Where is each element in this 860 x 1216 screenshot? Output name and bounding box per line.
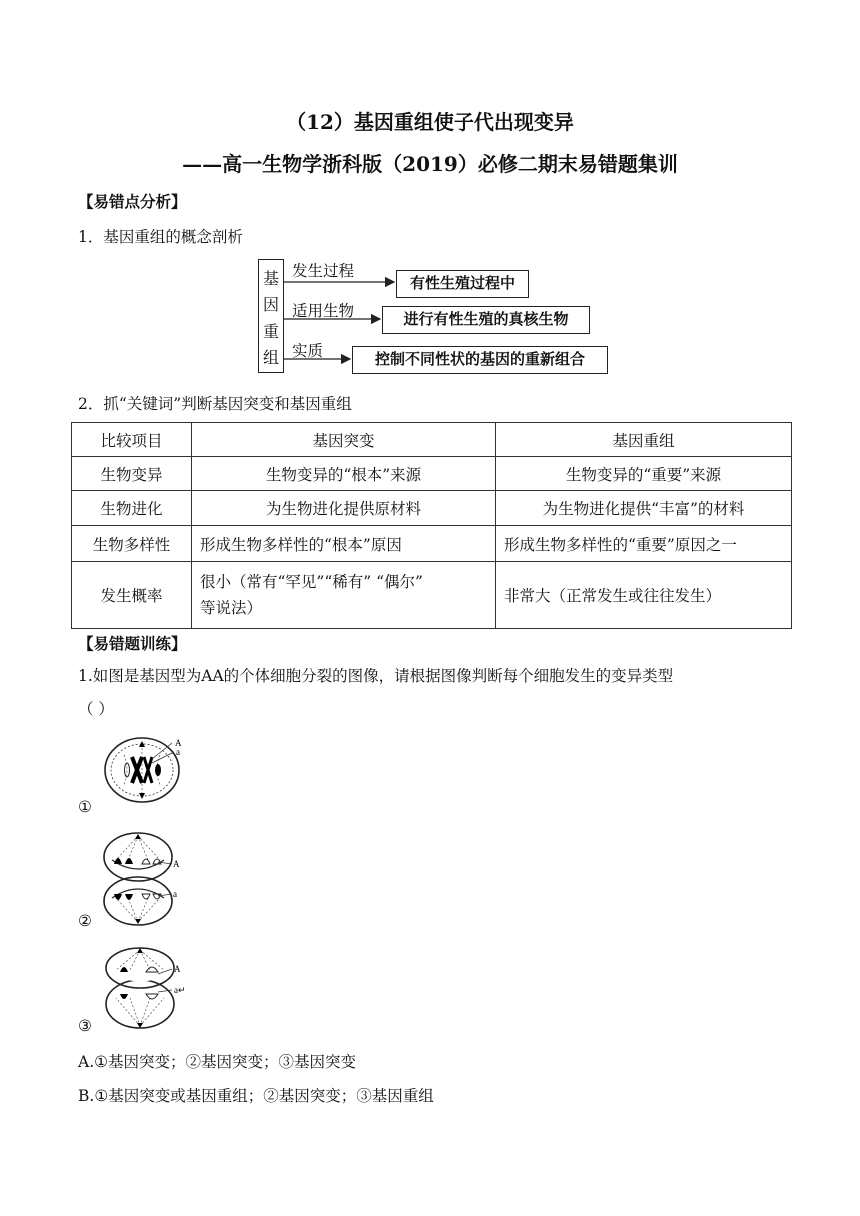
term-char: 组: [262, 348, 279, 367]
table-cell: 形成生物多样性的“根本”原因: [192, 526, 496, 562]
term-char: 基: [262, 269, 279, 288]
table-header-cell: 比较项目: [72, 423, 192, 457]
diagram-label-process: 发生过程: [292, 262, 355, 280]
table-row: [72, 491, 792, 526]
table-cell-line: 很小（常有“罕见”“稀有” “偶尔”: [200, 573, 423, 591]
point-1-heading: 1．基因重组的概念剖析: [78, 228, 243, 246]
table-row: [72, 526, 792, 562]
comparison-table: [71, 422, 792, 629]
table-cell: 生物进化: [72, 491, 192, 526]
figure-number-1: ①: [78, 798, 92, 816]
point-2-heading: 2．抓“关键词”判断基因突变和基因重组: [78, 395, 352, 413]
allele-label: a: [173, 889, 177, 899]
question-text: 1.如图是基因型为AA的个体细胞分裂的图像，请根据图像判断每个细胞发生的变异类型: [78, 667, 674, 685]
allele-label: A: [175, 738, 182, 748]
table-cell: 形成生物多样性的“重要”原因之一: [496, 526, 792, 562]
diagram-label-organisms: 适用生物: [292, 302, 355, 320]
cell-division-figure-2: [98, 830, 188, 930]
option-a: A.①基因突变；②基因突变；③基因突变: [78, 1053, 357, 1071]
table-cell: 发生概率: [72, 562, 192, 629]
answer-blank: （ ）: [78, 700, 114, 718]
table-cell-wrapped: [192, 562, 496, 629]
cell-division-figure-1: [100, 735, 190, 805]
diagram-box-essence: 控制不同性状的基因的重新组合: [352, 346, 608, 374]
term-char: 重: [262, 322, 279, 341]
gene-recombination-term-box: [258, 259, 284, 373]
table-cell: 为生物进化提供原材料: [192, 491, 496, 526]
table-header-row: [72, 423, 792, 457]
option-b: B.①基因突变或基因重组；②基因突变；③基因重组: [78, 1087, 434, 1105]
table-cell-line: 等说法）: [200, 599, 263, 617]
allele-label: a: [176, 747, 180, 757]
diagram-box-organisms: 进行有性生殖的真核生物: [382, 306, 590, 334]
table-row: [72, 562, 792, 629]
allele-label: A: [173, 859, 180, 869]
figure-number-2: ②: [78, 912, 92, 930]
table-header-cell: 基因突变: [192, 423, 496, 457]
table-header-cell: 基因重组: [496, 423, 792, 457]
table-row: [72, 457, 792, 491]
figure-number-3: ③: [78, 1017, 92, 1035]
page-title: （12）基因重组使子代出现变异: [286, 110, 574, 134]
analysis-heading: 【易错点分析】: [78, 192, 187, 211]
allele-label: A: [174, 964, 181, 974]
term-char: 因: [262, 295, 279, 314]
table-cell: 生物变异的“根本”来源: [192, 457, 496, 491]
diagram-box-process: 有性生殖过程中: [396, 270, 529, 298]
table-cell: 非常大（正常发生或往往发生）: [496, 562, 792, 629]
table-cell: 生物变异: [72, 457, 192, 491]
allele-label: a↵: [174, 985, 186, 995]
cell-division-figure-3: [100, 944, 200, 1034]
table-cell: 生物多样性: [72, 526, 192, 562]
training-heading: 【易错题训练】: [78, 634, 187, 653]
diagram-label-essence: 实质: [292, 342, 324, 360]
table-cell: 生物变异的“重要”来源: [496, 457, 792, 491]
page-subtitle: ——高一生物学浙科版（2019）必修二期末易错题集训: [182, 152, 678, 176]
table-cell: 为生物进化提供“丰富”的材料: [496, 491, 792, 526]
